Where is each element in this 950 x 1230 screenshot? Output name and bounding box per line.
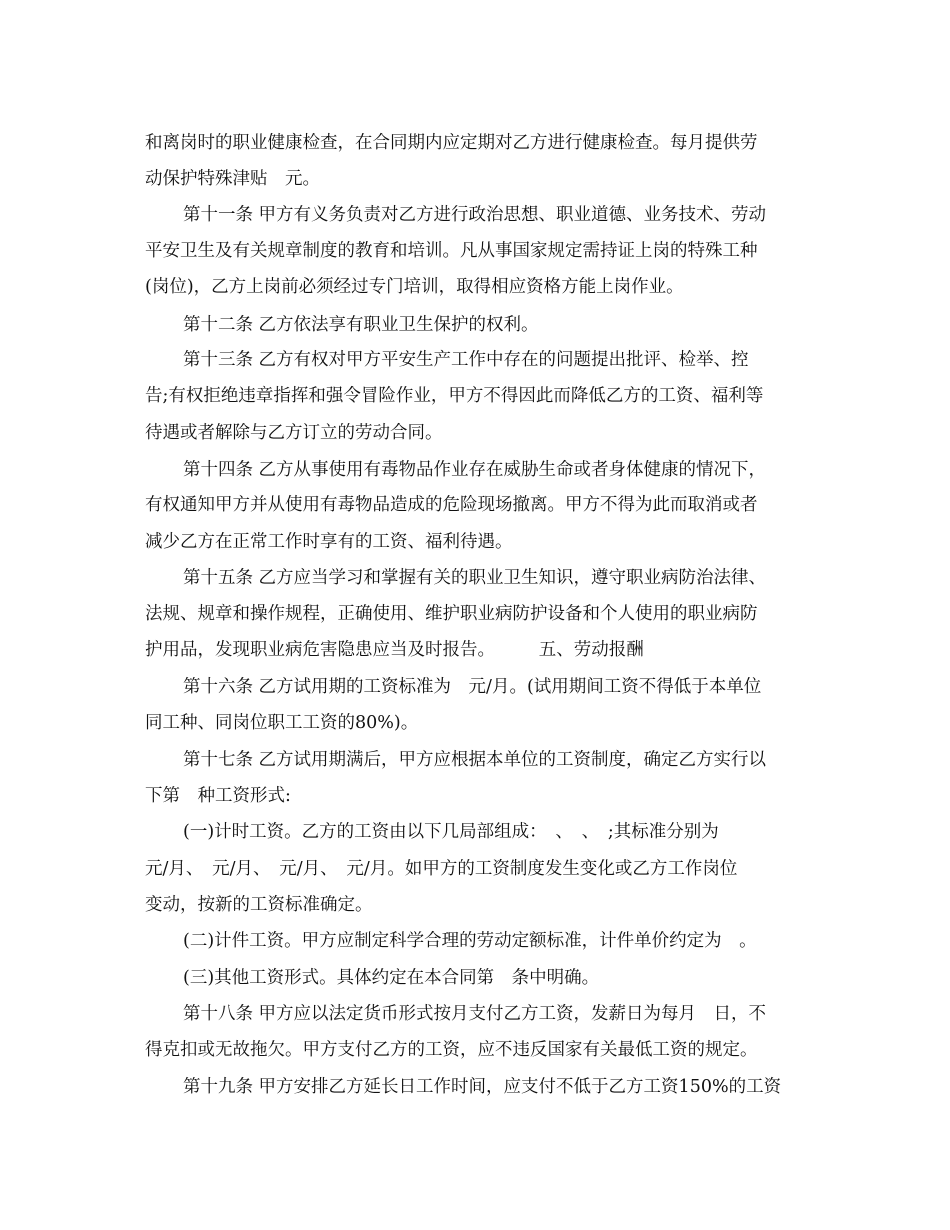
text-line: (二)计件工资。甲方应制定科学合理的劳动定额标准，计件单价约定为 。 (183, 931, 757, 951)
text-line: 有权通知甲方并从使用有毒物品造成的危险现场撤离。甲方不得为此而取消或者 (145, 495, 758, 515)
text-line: (三)其他工资形式。具体约定在本合同第 条中明确。 (183, 968, 600, 988)
text-line: 减少乙方在正常工作时享有的工资、福利待遇。 (145, 532, 513, 552)
text-line: (一)计时工资。乙方的工资由以下几局部组成： 、 、 ;其标准分别为 (183, 822, 719, 842)
text-line: 第十三条 乙方有权对甲方平安生产工作中存在的问题提出批评、检举、控 (183, 350, 749, 370)
text-line: 动保护特殊津贴 元。 (145, 169, 320, 189)
text-line: 法规、规章和操作规程，正确使用、维护职业病防护设备和个人使用的职业病防 (145, 604, 758, 624)
text-line: 第十九条 甲方安排乙方延长日工作时间，应支付不低于乙方工资150%的工资 (183, 1077, 782, 1097)
text-line: 第十二条 乙方依法享有职业卫生保护的权利。 (183, 315, 539, 335)
text-line: 第十五条 乙方应当学习和掌握有关的职业卫生知识，遵守职业病防治法律、 (183, 568, 767, 588)
text-line: 待遇或者解除与乙方订立的劳动合同。 (145, 423, 443, 443)
text-line: 护用品，发现职业病危害隐患应当及时报告。 五、劳动报酬 (145, 640, 644, 660)
text-line: 下第 种工资形式: (145, 786, 291, 806)
text-line: 和离岗时的职业健康检查，在合同期内应定期对乙方进行健康检查。每月提供劳 (145, 133, 758, 153)
text-line: 第十一条 甲方有义务负责对乙方进行政治思想、职业道德、业务技术、劳动 (183, 205, 767, 225)
text-line: 变动，按新的工资标准确定。 (145, 895, 373, 915)
text-line: 元/月、 元/月、 元/月、 元/月。如甲方的工资制度发生变化或乙方工作岗位 (145, 859, 738, 879)
text-line: 告;有权拒绝违章指挥和强令冒险作业，甲方不得因此而降低乙方的工资、福利等 (145, 386, 764, 406)
text-line: 第十六条 乙方试用期的工资标准为 元/月。(试用期间工资不得低于本单位 (183, 677, 762, 697)
text-line: 平安卫生及有关规章制度的教育和培训。凡从事国家规定需持证上岗的特殊工种 (145, 241, 758, 261)
text-line: 第十八条 甲方应以法定货币形式按月支付乙方工资，发薪日为每月 日，不 (183, 1004, 767, 1024)
text-line: 第十四条 乙方从事使用有毒物品作业存在威胁生命或者身体健康的情况下， (183, 460, 767, 480)
text-line: 第十七条 乙方试用期满后，甲方应根据本单位的工资制度，确定乙方实行以 (183, 750, 767, 770)
text-line: 同工种、同岗位职工工资的80%)。 (145, 713, 419, 733)
text-line: (岗位)，乙方上岗前必须经过专门培训，取得相应资格方能上岗作业。 (145, 277, 684, 297)
text-line: 得克扣或无故拖欠。甲方支付乙方的工资，应不违反国家有关最低工资的规定。 (145, 1040, 758, 1060)
